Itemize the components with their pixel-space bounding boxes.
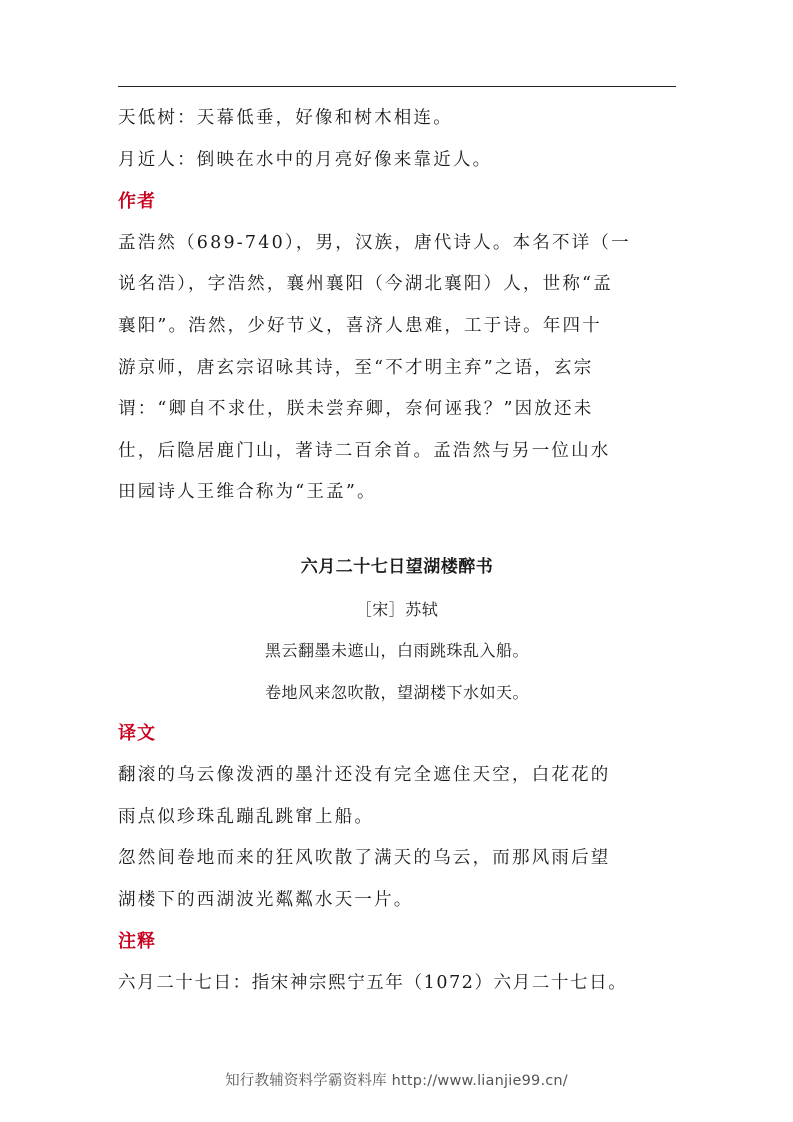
paragraph-line: 湖楼下的西湖波光粼粼水天一片。: [118, 889, 414, 910]
section-heading-author: 作者: [118, 191, 156, 213]
translation-paragraph: [118, 755, 680, 921]
document-body: [118, 98, 680, 1004]
poem-title: 六月二十七日望湖楼醉书: [300, 556, 494, 577]
section-heading-notes: 注释: [118, 931, 156, 953]
definition-line: 天低树：天幕低垂，好像和树木相连。: [118, 108, 453, 128]
header-rule: [118, 86, 676, 87]
notes-paragraph: [118, 963, 680, 1005]
paragraph-line: 说名浩），字浩然，襄州襄阳（今湖北襄阳）人，世称“孟: [118, 274, 613, 295]
definition-line: 月近人：倒映在水中的月亮好像来靠近人。: [118, 149, 493, 170]
paragraph-line: 翻滚的乌云像泼洒的墨汁还没有完全遮住天空，白花花的: [118, 764, 611, 785]
poem-author: ［宋］苏轼: [355, 599, 439, 619]
paragraph-line: 孟浩然（689-740），男，汉族，唐代诗人。本名不详（一: [118, 232, 631, 253]
author-paragraph: [118, 223, 680, 514]
paragraph-line: 雨点似珍珠乱蹦乱跳窜上船。: [118, 806, 375, 827]
section-heading-translation: 译文: [118, 723, 156, 745]
paragraph-line: 田园诗人王维合称为“王孟”。: [118, 482, 377, 503]
paragraph-line: 襄阳”。浩然，少好节义，喜济人患难，工于诗。年四十: [118, 315, 602, 336]
footer-watermark: 知行教辅资料学霸资料库 http://www.lianjie99.cn/: [225, 1073, 568, 1089]
poem-line: 卷地风来忽吹散，望湖楼下水如天。: [264, 682, 529, 702]
paragraph-line: 谓：“卿自不求仕，朕未尝弃卿，奈何诬我？”因放还未: [118, 399, 594, 420]
poem-line: 黑云翻墨未遮山，白雨跳珠乱入船。: [264, 641, 529, 661]
paragraph-line: 六月二十七日：指宋神宗熙宁五年（1072）六月二十七日。: [118, 972, 628, 993]
paragraph-line: 游京师，唐玄宗诏咏其诗，至“不才明主弃”之语，玄宗: [118, 357, 594, 378]
section-gap: [118, 514, 680, 547]
paragraph-line: 仕，后隐居鹿门山，著诗二百余首。孟浩然与另一位山水: [118, 440, 611, 461]
paragraph-line: 忽然间卷地而来的狂风吹散了满天的乌云，而那风雨后望: [118, 848, 611, 869]
